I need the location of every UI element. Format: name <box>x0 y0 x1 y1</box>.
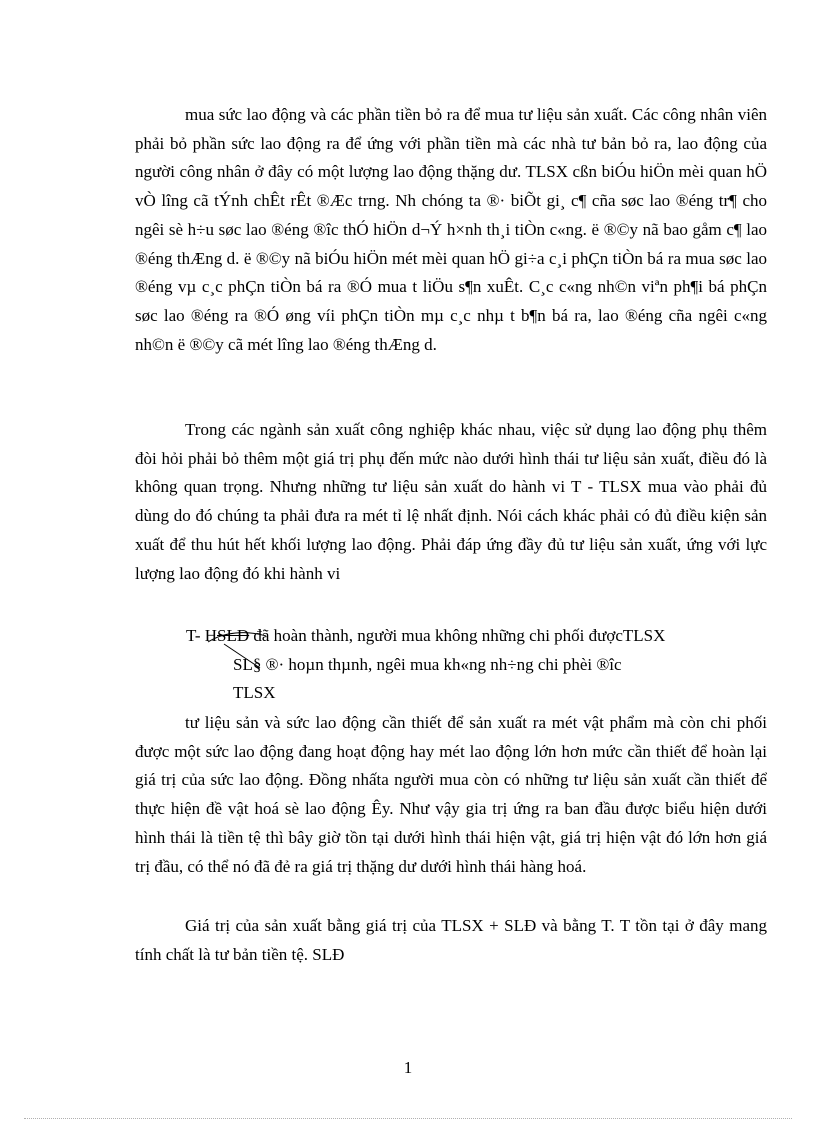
formula-prefix: T- H <box>186 626 218 645</box>
footer-divider <box>24 1118 792 1119</box>
paragraph-4: Giá trị của sản xuất bằng giá trị của TLSX + SLĐ và bằng T. T tồn tại ở đây mang tính chất là tư bản tiền tệ. SLĐ <box>135 916 767 964</box>
formula-block <box>186 622 767 708</box>
formula-line-3: TLSX <box>233 683 276 703</box>
formula-line-2: SL§ ®· hoµn thµnh, ngêi mua kh«ng nh÷ng chi phèi ®îc <box>233 654 622 674</box>
paragraph-1: mua sức lao động và các phần tiền bỏ ra để mua tư liệu sản xuất. Các công nhân viên phải bỏ phần sức lao động ra để ứng với phần tiền mà các nhà tư bản bỏ ra, lao động của người công nhân ở đây có một lượng lao động thặng dư. TLSX cßn biÓu hiÖn mèi quan hÖ vÒ lîng cã tÝnh chÊt rÊt ®Æc trng. Nh chóng ta ®· biÕt gi¸ c¶ cña søc lao ®éng tr¶ cho ngêi sè h÷u søc lao ®éng ®îc thÓ hiÖn d¬Ý h×nh th¸i tiÒn c«ng. ë ®©y nã bao gåm c¶ lao ®éng thÆng d. ë ®©y nã biÓu hiÖn mét mèi quan hÖ gi÷a c¸i phÇn tiÒn bá ra mua søc lao ®éng vµ c¸c phÇn tiÒn bá ra ®Ó mua t liÖu s¶n xuÊt. C¸c c«ng nh©n viªn ph¶i bá phÇn søc lao ®éng ra ®Ó øng víi phÇn tiÒn mµ c¸c nhµ t b¶n bá ra, lao ®éng cña ngêi c«ng nh©n ë ®©y cã mét lîng lao ®éng thÆng d. <box>135 105 767 354</box>
formula-line-1-rest: đã hoàn thành, người mua không những chi phối đượcTLSX <box>249 626 666 645</box>
formula-struck-text: SLĐ <box>217 626 250 645</box>
paragraph-3: tư liệu sản và sức lao động cần thiết để sản xuất ra mét vật phẩm mà còn chi phối được một sức lao động đang hoạt động hay mét lao động lớn hơn mức cần thiết để hoàn lại giá trị của sức lao động. Đồng nhấta người mua còn có những tư liệu sản xuất cần thiết để thực hiện đề vật hoá sè lao động Êy. Như vậy gia trị ứng ra ban đầu được biểu hiện dưới hình thái là tiền tệ thì bây giờ tồn tại dưới hình thái hiện vật, giá trị hiện vật đó lớn hơn giá trị đầu, có thể nó đã đẻ ra giá trị thặng dư dưới hình thái hàng hoá. <box>135 713 767 876</box>
paragraph-2: Trong các ngành sản xuất công nghiệp khác nhau, việc sử dụng lao động phụ thêm đòi hỏi phải bỏ thêm một giá trị phụ đến mức nào dưới hình thái tư liệu sản xuất, điều đó là không quan trọng. Nhưng những tư liệu sản xuất do hành vi T - TLSX mua vào phải đủ dùng do đó chúng ta phải đưa ra mét tỉ lệ nhất định. Nói cách khác phải có đủ điều kiện sản xuất để thu hút hết khối lượng lao động. Phải đáp ứng đầy đủ tư liệu sản xuất, ứng với lực lượng lao động đó khi hành vi <box>135 420 767 583</box>
formula-line-1 <box>186 622 767 651</box>
page-number: 1 <box>403 1058 413 1077</box>
